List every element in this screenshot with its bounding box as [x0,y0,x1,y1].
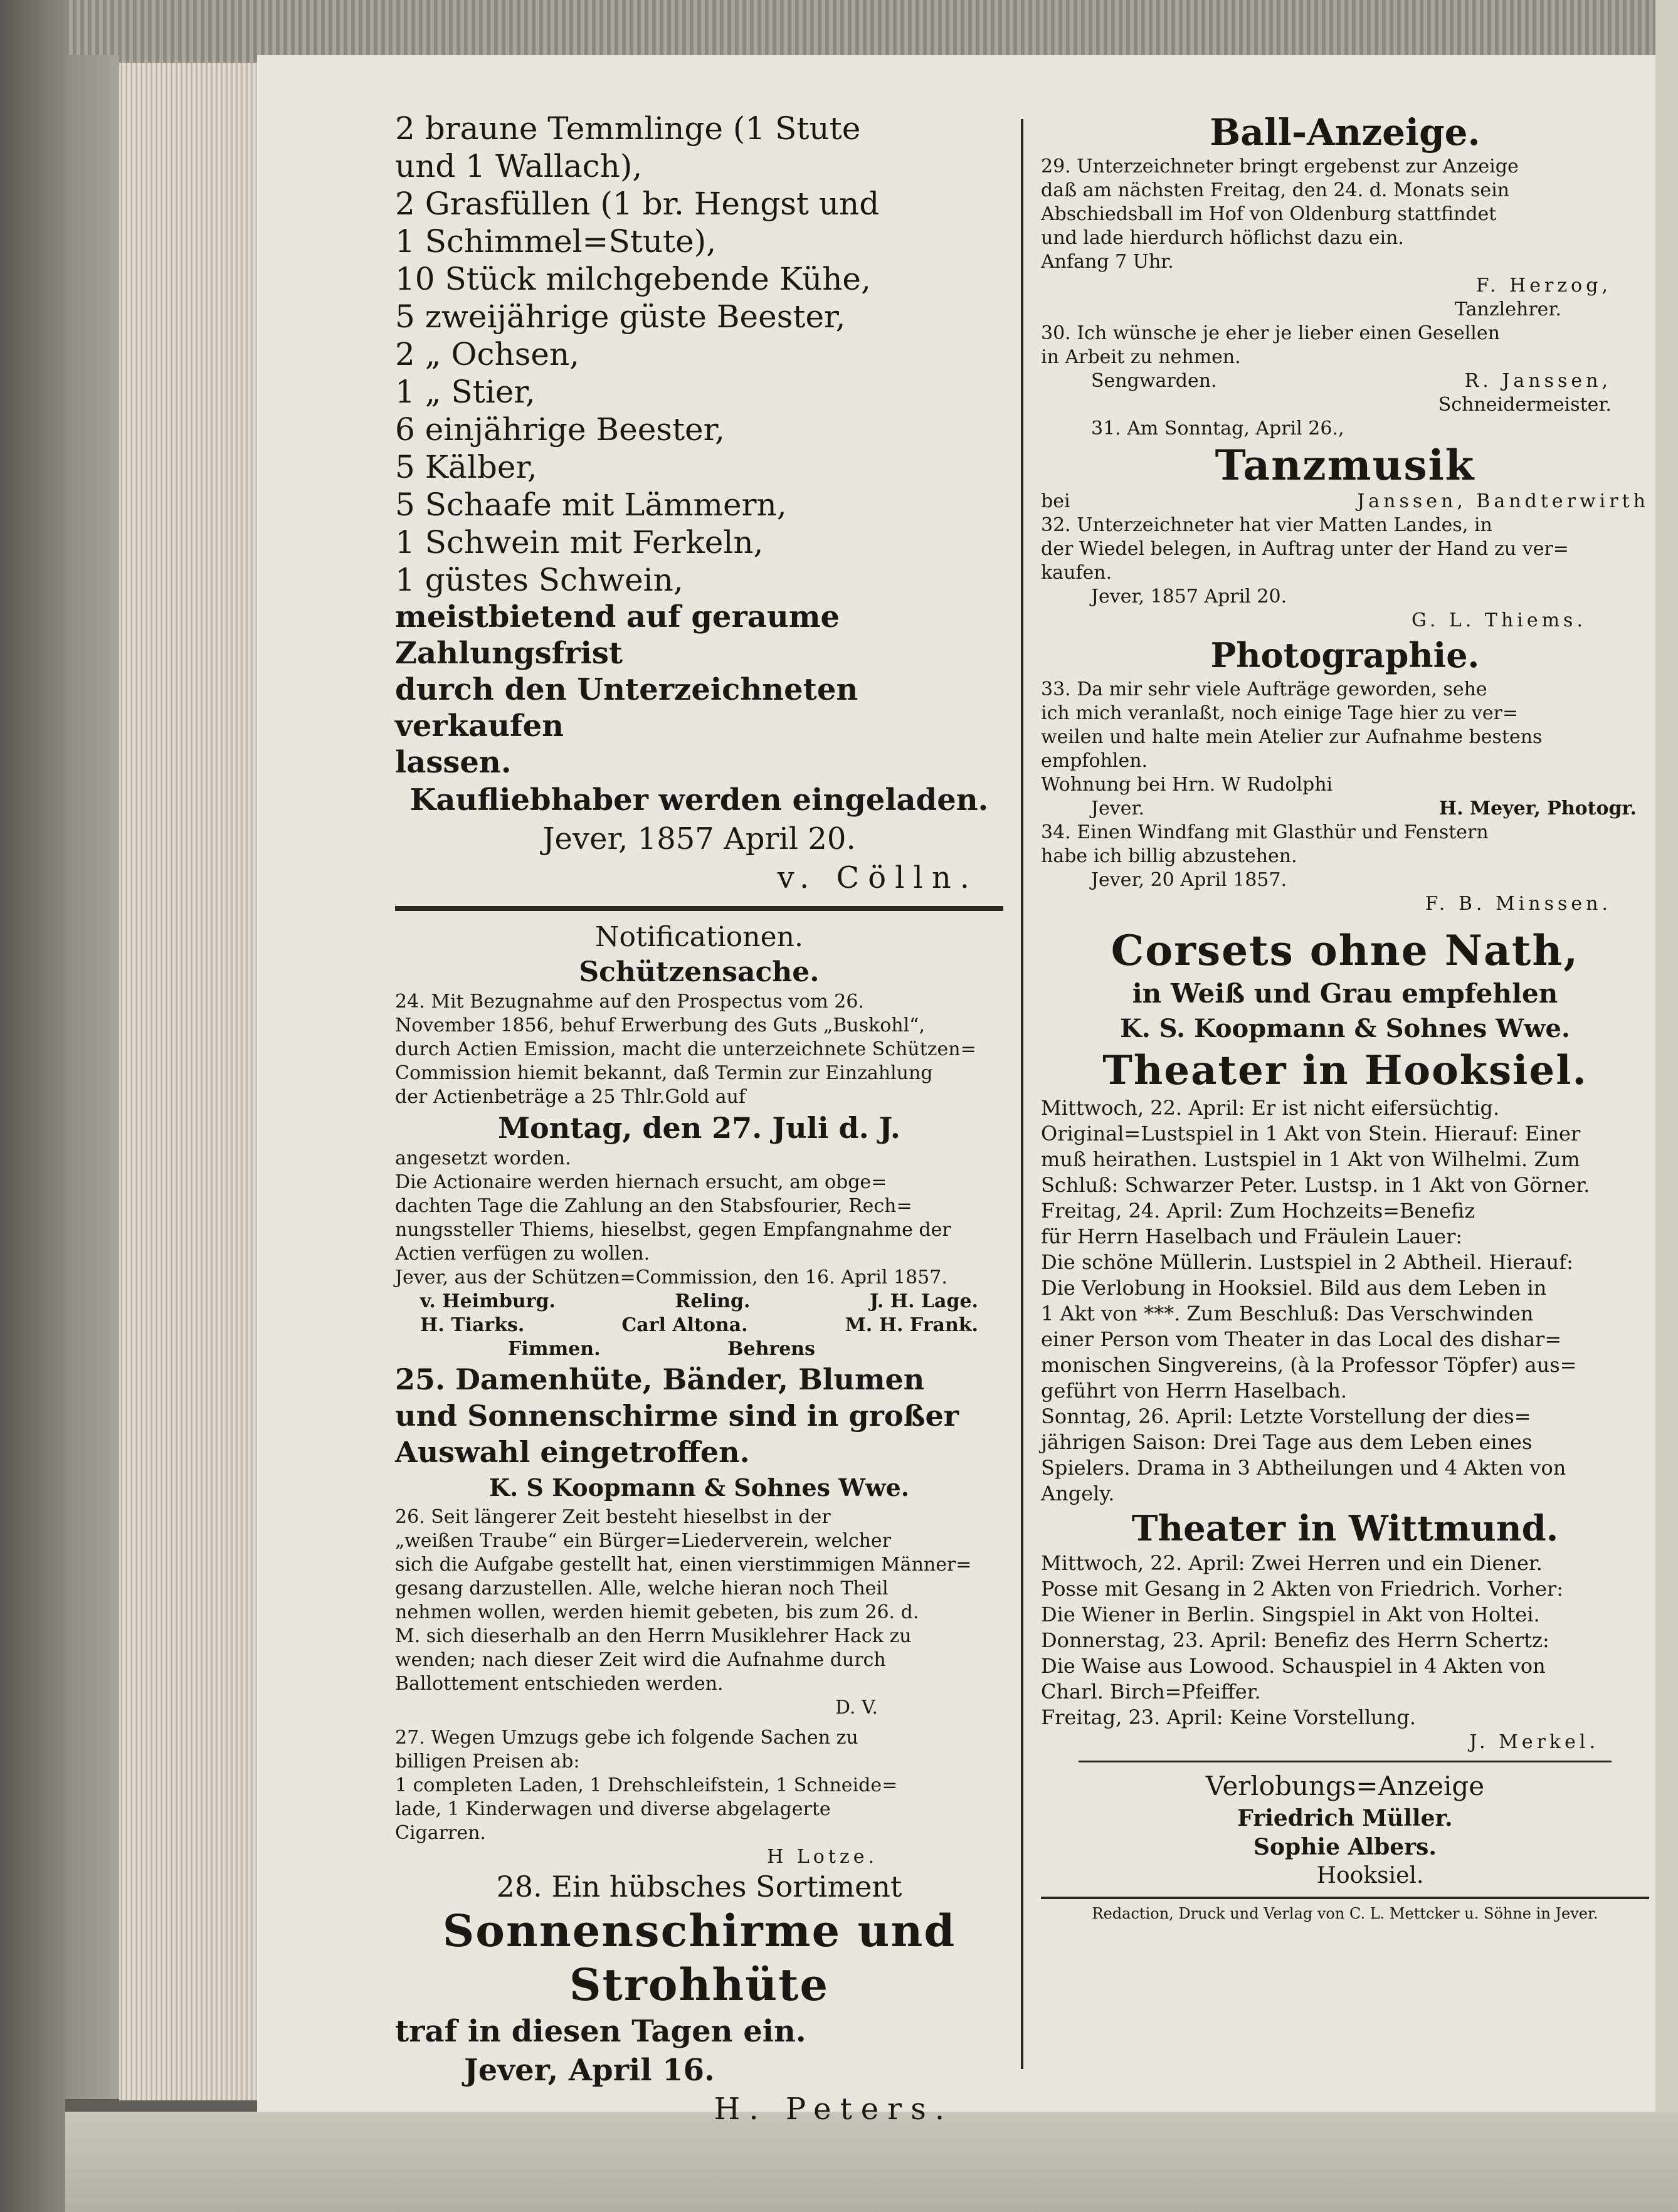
ad32-line: 32. Unterzeichneter hat vier Matten Landes, in [1041,514,1492,536]
ad24-signers [395,1290,1003,1361]
ad24-line: Die Actionaire werden hiernach ersucht, am obge= [395,1171,887,1193]
hooksiel-program [1041,1095,1649,1507]
sale-line: lassen. [395,745,512,780]
book-cover-edge [65,55,119,2099]
ad33-place: Jever. [1091,798,1145,819]
ad31-host: Janssen, Bandterwirth [1357,490,1649,512]
ad29-line: Abschiedsball im Hof von Oldenburg stattfindet [1041,203,1497,225]
signer-name: J. H. Lage. [869,1290,978,1312]
ad26-line: „weißen Traube“ ein Bürger=Liederverein, welcher [395,1530,892,1552]
photo-heading: Photographie. [1210,635,1480,675]
ad26-line: nehmen wollen, werden hiemit gebeten, bis zum 26. d. [395,1601,919,1623]
ad25-text [395,1361,1003,1470]
ad29-sign-1: F. Herzog, [1475,275,1612,297]
hooksiel-line: jährigen Saison: Drei Tage aus dem Leben eines [1041,1430,1533,1454]
ad24-date: Montag, den 27. Juli d. J. [498,1111,900,1145]
ad30-line: 30. Ich wünsche je eher je lieber einen Gesellen [1041,322,1500,344]
ad26-line: 26. Seit längerer Zeit besteht hieselbst in der [395,1506,831,1528]
signer-name: H. Tiarks. [420,1314,525,1336]
livestock-line: 2 Grasfüllen (1 br. Hengst und [395,186,880,222]
signer-name: Reling. [675,1290,751,1312]
hooksiel-line: geführt von Herrn Haselbach. [1041,1379,1347,1403]
livestock-line: und 1 Wallach), [395,148,643,184]
ad27-line: 27. Wegen Umzugs gebe ich folgende Sachen zu [395,1727,858,1749]
invite-line: Kaufliebhaber werden eingeladen. [409,782,989,818]
engagement-name: Friedrich Müller. [1237,1805,1453,1831]
ad33-line: ich mich veranlaßt, noch einige Tage hier zu ver= [1041,702,1519,724]
signer-name: M. H. Frank. [845,1314,978,1336]
hooksiel-line: Die schöne Müllerin. Lustspiel in 2 Abtheil. Hierauf: [1041,1250,1573,1274]
hooksiel-line: monischen Singvereins, (à la Professor Töpfer) aus= [1041,1353,1577,1377]
livestock-line: 1 Schwein mit Ferkeln, [395,524,764,561]
ad33-line: empfohlen. [1041,750,1148,772]
ad32-line: der Wiedel belegen, in Auftrag unter der Hand zu ver= [1041,538,1569,560]
ad29-sign-2: Tanzlehrer. [1454,298,1561,320]
signer-row [395,1314,1003,1337]
book-edge [0,0,65,2212]
wittmund-line: Die Wiener in Berlin. Singspiel in Akt von Holtei. [1041,1603,1540,1626]
ad30-text [1041,322,1649,369]
livestock-line: 1 Schimmel=Stute), [395,223,717,260]
signer-name: Behrens [727,1338,815,1360]
ad32-text [1041,514,1649,585]
hooksiel-line: Freitag, 24. April: Zum Hochzeits=Benefiz [1041,1199,1475,1223]
ad33-line: 33. Da mir sehr viele Aufträge geworden, sehe [1041,678,1487,700]
book-top-edge [65,0,1678,63]
ad30-sign-1: R. Janssen, [1464,370,1612,392]
sale-text [395,599,1003,781]
wittmund-line: Freitag, 23. April: Keine Vorstellung. [1041,1705,1417,1729]
ad32-signature: G. L. Thiems. [1411,609,1586,631]
ad27-signature: H Lotze. [767,1846,878,1868]
ad28-date: Jever, April 16. [464,2053,715,2088]
sale-date: Jever, 1857 April 20. [542,821,856,856]
divider [1079,1761,1612,1762]
ad24-line: dachten Tage die Zahlung an den Stabsfourier, Rech= [395,1195,912,1217]
hooksiel-line: Angely. [1041,1482,1115,1505]
ad32-date: Jever, 1857 April 20. [1091,586,1287,608]
hooksiel-line: muß heirathen. Lustspiel in 1 Akt von Wilhelmi. Zum [1041,1147,1580,1171]
livestock-line: 1 güstes Schwein, [395,562,683,598]
hooksiel-line: Schluß: Schwarzer Peter. Lustsp. in 1 Akt von Görner. [1041,1173,1590,1197]
livestock-line: 5 Kälber, [395,449,537,485]
ad33-signature: H. Meyer, Photogr. [1438,798,1637,819]
ad34-text [1041,821,1649,868]
divider [1041,1897,1649,1899]
ad24-line: durch Actien Emission, macht die unterzeichnete Schützen= [395,1038,976,1060]
ball-heading: Ball-Anzeige. [1210,111,1480,154]
ad28-tail: traf in diesen Tagen ein. [395,2014,806,2049]
ad26-line: gesang darzustellen. Alle, welche hieran noch Theil [395,1577,889,1599]
ad26-line: M. sich dieserhalb an den Herrn Musiklehrer Hack zu [395,1625,912,1647]
ad32-line: kaufen. [1041,562,1112,584]
engagement-heading: Verlobungs=Anzeige [1205,1771,1485,1801]
ad28-intro: 28. Ein hübsches Sortiment [496,1870,902,1904]
ad29-line: daß am nächsten Freitag, den 24. d. Monats sein [1041,179,1510,201]
engagement-name: Sophie Albers. [1253,1834,1437,1860]
ad25-line: Auswahl eingetroffen. [395,1435,750,1469]
sale-line: meistbietend auf geraume Zahlungsfrist [395,599,840,671]
ad28-signature: H. Peters. [714,2092,953,2127]
ad27-line: lade, 1 Kinderwagen und diverse abgelagerte [395,1798,831,1820]
wittmund-line: Posse mit Gesang in 2 Akten von Friedrich. Vorher: [1041,1577,1563,1601]
column-rule [1021,119,1023,2069]
corsets-heading: Corsets ohne Nath, [1111,926,1580,975]
ad24-line: Commission hiemit bekannt, daß Termin zur Einzahlung [395,1062,933,1084]
ad33-text [1041,678,1649,797]
ad29-line: Anfang 7 Uhr. [1041,251,1174,273]
livestock-line: 5 Schaafe mit Lämmern, [395,487,787,523]
ad24-line: angesetzt worden. [395,1147,571,1169]
ad30-place: Sengwarden. [1091,370,1217,392]
ad27-line: Cigarren. [395,1822,486,1844]
ad24-line: nungssteller Thiems, hieselbst, gegen Empfangnahme der [395,1219,951,1241]
page-stack [119,63,257,2100]
hooksiel-heading: Theater in Hooksiel. [1102,1047,1588,1094]
wittmund-heading: Theater in Wittmund. [1131,1508,1559,1549]
ad25-line: und Sonnenschirme sind in großer [395,1399,959,1433]
ad24-line: Jever, aus der Schützen=Commission, den 16. April 1857. [395,1267,947,1288]
ad31-line: 31. Am Sonntag, April 26., [1091,418,1344,440]
ad25-line: 25. Damenhüte, Bänder, Blumen [395,1362,925,1396]
ad31-bei: bei [1041,490,1070,512]
signer-row [395,1337,1003,1361]
ad26-line: Ballottement entschieden werden. [395,1673,724,1695]
ad29-line: und lade hierdurch höflichst dazu ein. [1041,227,1404,249]
ad34-line: habe ich billig abzustehen. [1041,845,1297,867]
hooksiel-line: einer Person vom Theater in das Local des dishar= [1041,1327,1562,1351]
ad27-line: 1 completen Laden, 1 Drehschleifstein, 1 Schneide= [395,1774,898,1796]
hooksiel-line: 1 Akt von ***. Zum Beschluß: Das Verschwinden [1041,1302,1534,1325]
ad27-line: billigen Preisen ab: [395,1751,580,1772]
ad34-signature: F. B. Minssen. [1425,893,1612,915]
imprint: Redaction, Druck und Verlag von C. L. Mettcker u. Söhne in Jever. [1092,1905,1598,1922]
corsets-line: in Weiß und Grau empfehlen [1132,978,1558,1009]
ad26-signature: D. V. [835,1697,878,1719]
wittmund-line: Mittwoch, 22. April: Zwei Herren und ein Diener. [1041,1551,1543,1575]
ad34-date: Jever, 20 April 1857. [1091,869,1287,891]
ad31-heading: Tanzmusik [1215,441,1475,490]
ad26-line: sich die Aufgabe gestellt hat, einen vierstimmigen Männer= [395,1554,972,1576]
wittmund-signature: J. Merkel. [1469,1731,1599,1753]
signer-name: Fimmen. [508,1338,601,1360]
ad24-text [395,990,1003,1109]
ad25-signature: K. S Koopmann & Sohnes Wwe. [488,1473,910,1502]
engagement-names [1041,1804,1649,1862]
schuetzen-heading: Schützensache. [579,956,820,988]
ad31-host-row [1041,490,1649,514]
wittmund-program [1041,1551,1649,1730]
livestock-line: 6 einjährige Beester, [395,411,725,448]
right-column [1041,110,1649,1923]
notifications-heading: Notificationen. [595,921,803,953]
signer-row [395,1290,1003,1314]
left-column [395,110,1003,2129]
ad33-sign-row [1041,797,1649,821]
ad27-text [395,1726,1003,1845]
hooksiel-line: Spielers. Drama in 3 Abtheilungen und 4 Akten von [1041,1456,1566,1480]
hooksiel-line: Sonntag, 26. April: Letzte Vorstellung der dies= [1041,1404,1531,1428]
ad29-text [1041,155,1649,274]
corsets-signature: K. S. Koopmann & Sohnes Wwe. [1120,1014,1570,1043]
ad26-line: wenden; nach dieser Zeit wird die Aufnahme durch [395,1649,886,1671]
livestock-line: 10 Stück milchgebende Kühe, [395,261,871,297]
ad24-text2 [395,1147,1003,1290]
hooksiel-line: Die Verlobung in Hooksiel. Bild aus dem Leben in [1041,1276,1547,1300]
ad24-line: November 1856, behuf Erwerbung des Guts „Buskohl“, [395,1014,926,1036]
engagement-place: Hooksiel. [1316,1863,1424,1888]
ad30-sign-row [1041,369,1649,393]
wittmund-line: Die Waise aus Lowood. Schauspiel in 4 Akten von [1041,1654,1546,1678]
ad30-sign-2: Schneidermeister. [1438,394,1612,416]
livestock-line: 2 „ Ochsen, [395,336,580,372]
ad33-line: weilen und halte mein Atelier zur Aufnahme bestens [1041,726,1543,748]
hooksiel-line: für Herrn Haselbach und Fräulein Lauer: [1041,1224,1463,1248]
sale-line: durch den Unterzeichneten verkaufen [395,672,858,744]
wittmund-line: Donnerstag, 23. April: Benefiz des Herrn Schertz: [1041,1628,1549,1652]
hooksiel-line: Original=Lustspiel in 1 Akt von Stein. Hierauf: Einer [1041,1122,1581,1146]
ad30-line: in Arbeit zu nehmen. [1041,346,1241,368]
ad34-line: 34. Einen Windfang mit Glasthür und Fenstern [1041,821,1489,843]
signer-name: Carl Altona. [621,1314,748,1336]
livestock-line: 5 zweijährige güste Beester, [395,298,846,335]
ad24-line: der Actienbeträge a 25 Thlr.Gold auf [395,1086,746,1108]
ad26-text [395,1505,1003,1696]
hooksiel-line: Mittwoch, 22. April: Er ist nicht eifersüchtig. [1041,1096,1500,1120]
ad28-heading-1: Sonnenschirme und [442,1905,956,1957]
divider [395,906,1003,911]
next-page-edge [1655,0,1678,2212]
ad33-line: Wohnung bei Hrn. W Rudolphi [1041,774,1333,796]
ad28-heading-2: Strohhüte [569,1959,829,2011]
livestock-line: 2 braune Temmlinge (1 Stute [395,110,861,147]
ad24-line: Actien verfügen zu wollen. [395,1243,650,1265]
livestock-line: 1 „ Stier, [395,374,536,410]
wittmund-line: Charl. Birch=Pfeiffer. [1041,1680,1261,1704]
ad24-line: 24. Mit Bezugnahme auf den Prospectus vom 26. [395,991,864,1013]
ad29-line: 29. Unterzeichneter bringt ergebenst zur Anzeige [1041,155,1519,177]
livestock-list [395,110,1003,599]
signer-name: v. Heimburg. [420,1290,556,1312]
sale-signature: v. Cölln. [777,860,978,895]
